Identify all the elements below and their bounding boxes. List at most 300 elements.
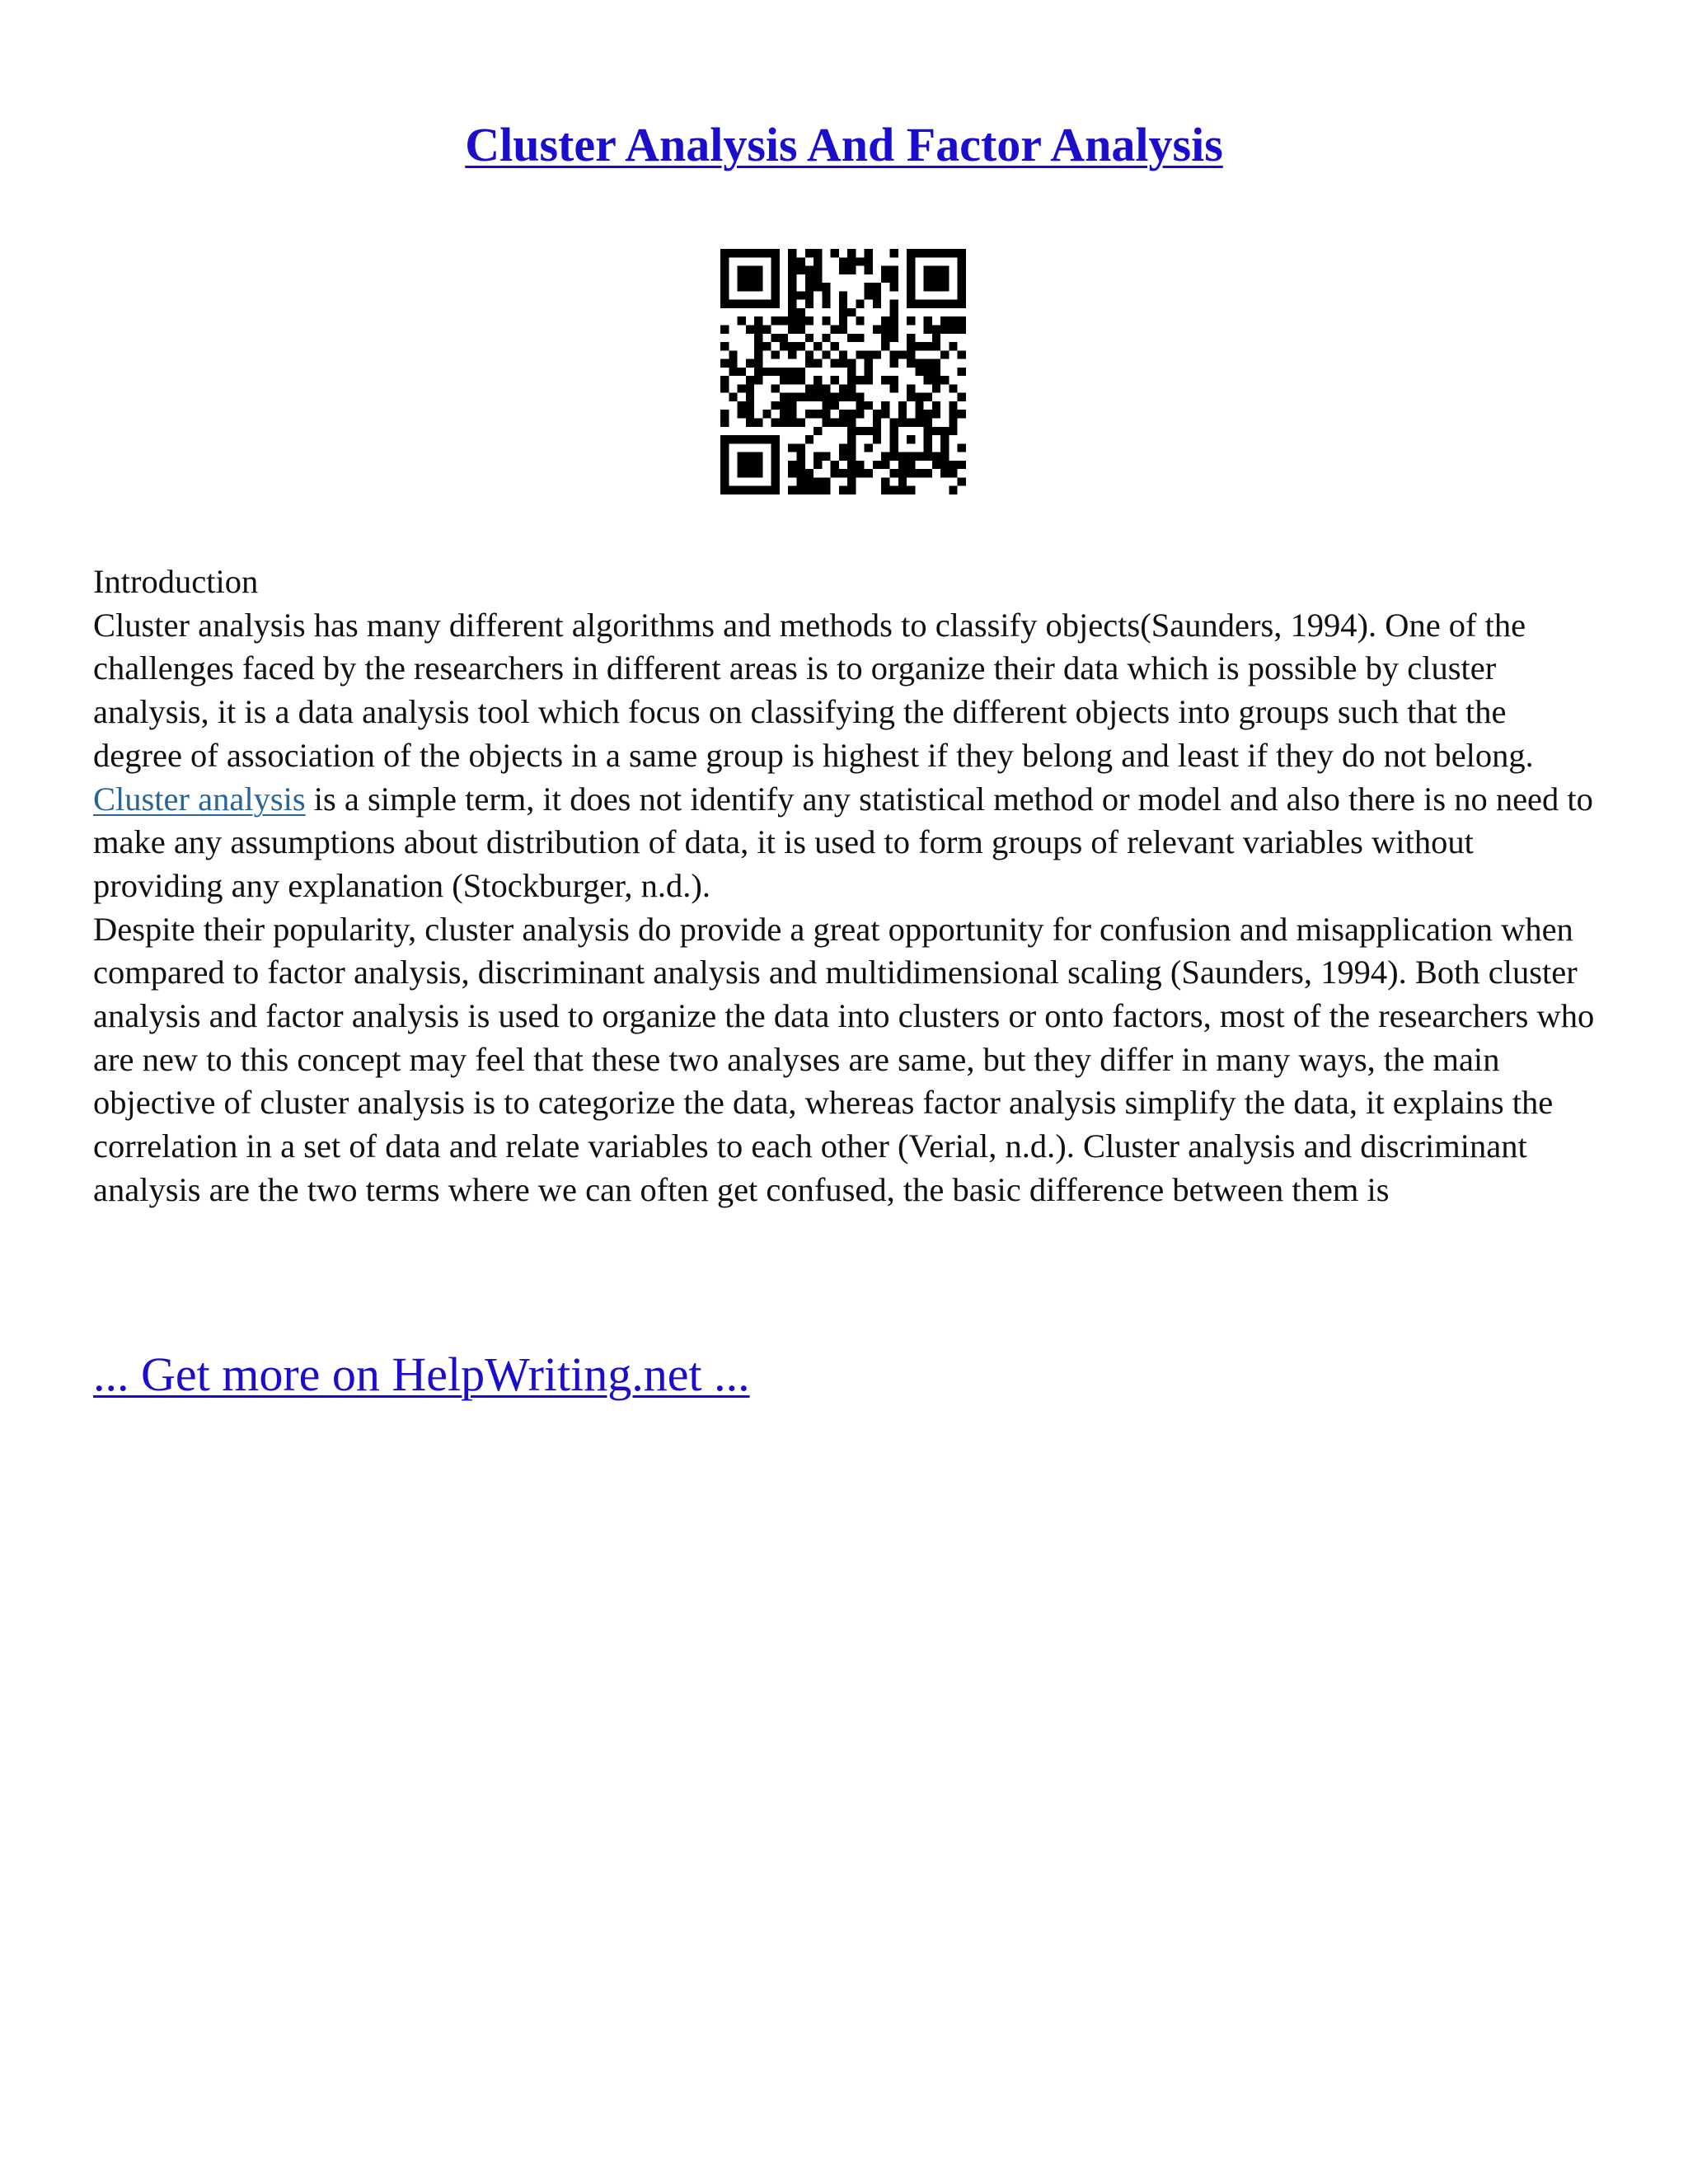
qr-module — [738, 435, 746, 443]
qr-module — [754, 452, 762, 461]
qr-module — [958, 461, 966, 469]
qr-module — [940, 435, 949, 443]
qr-module — [890, 308, 898, 316]
qr-module — [949, 325, 957, 333]
paragraph-1-text-start: Cluster analysis has many different algorithms and methods to classify objects(Saunders, 1994). One of the challenges faced by the researchers in different areas is to organize their data which is possible by cluster analysis, it is a data analysis tool which focus on classifying the different objects into groups such that the degree of association of the objects in a same group is highest if they belong and least if they do not belong. — [93, 606, 1534, 774]
qr-module — [788, 274, 796, 283]
qr-module — [839, 486, 847, 494]
qr-module — [822, 477, 830, 485]
qr-module — [814, 486, 822, 494]
qr-module — [907, 435, 915, 443]
qr-module — [762, 325, 771, 333]
qr-module — [940, 350, 949, 359]
qr-module — [720, 300, 729, 308]
qr-module — [924, 300, 932, 308]
paragraph-1 — [93, 604, 1601, 908]
get-more-link[interactable]: ... Get more on HelpWriting.net ... — [93, 1347, 750, 1401]
qr-module — [940, 461, 949, 469]
qr-module — [924, 427, 932, 435]
qr-module — [940, 283, 949, 291]
qr-module — [746, 283, 754, 291]
qr-module — [762, 410, 771, 418]
qr-module — [949, 410, 957, 418]
qr-module — [754, 325, 762, 333]
qr-module — [822, 384, 830, 392]
qr-module — [940, 316, 949, 325]
qr-module — [907, 350, 915, 359]
qr-module — [814, 384, 822, 392]
qr-module — [831, 376, 839, 384]
qr-module — [822, 486, 830, 494]
qr-module — [881, 325, 889, 333]
qr-module — [738, 368, 746, 376]
qr-module — [771, 334, 780, 342]
qr-module — [915, 401, 923, 410]
qr-module — [754, 461, 762, 469]
qr-module — [924, 469, 932, 477]
qr-module — [754, 435, 762, 443]
qr-module — [865, 443, 873, 452]
qr-module — [729, 300, 737, 308]
qr-module — [940, 469, 949, 477]
qr-module — [924, 274, 932, 283]
qr-module — [898, 419, 907, 427]
qr-module — [814, 283, 822, 291]
qr-module — [865, 283, 873, 291]
qr-module — [932, 410, 940, 418]
qr-module — [924, 419, 932, 427]
paragraph-2: Despite their popularity, cluster analysis do provide a great opportunity for confusion and misapplication when compared to factor analysis, discriminant analysis and multidimensional scaling (Saunders, 1994). Both cluster analysis and factor analysis is used to organize the data into clusters or onto factors, most of the researchers who are new to this concept may feel that these two analyses are same, but they differ in many ways, the main objective of cluster analysis is to categorize the data, whereas factor analysis simplify the data, it explains the correlation in a set of data and relate variables to each other (Verial, n.d.). Cluster analysis and discriminant analysis are the two terms where we can often get confused, the basic difference between them is — [93, 910, 1595, 1208]
qr-module — [958, 249, 966, 257]
qr-module — [915, 469, 923, 477]
qr-module — [907, 384, 915, 392]
qr-module — [788, 461, 796, 469]
qr-module — [932, 368, 940, 376]
qr-module — [949, 427, 957, 435]
qr-module — [873, 435, 881, 443]
article-body — [93, 560, 1601, 1212]
qr-module — [881, 376, 889, 384]
qr-module — [720, 452, 729, 461]
qr-module — [940, 443, 949, 452]
qr-module — [805, 435, 814, 443]
qr-module — [949, 419, 957, 427]
get-more-link-container — [93, 1343, 750, 1406]
qr-module — [881, 274, 889, 283]
qr-module — [746, 452, 754, 461]
qr-module — [873, 300, 881, 308]
qr-module — [796, 486, 804, 494]
qr-module — [856, 350, 864, 359]
qr-module — [932, 334, 940, 342]
qr-module — [771, 300, 780, 308]
qr-module — [873, 283, 881, 291]
qr-module — [856, 469, 864, 477]
qr-module — [746, 469, 754, 477]
qr-module — [839, 469, 847, 477]
qr-module — [796, 308, 804, 316]
qr-module — [771, 283, 780, 291]
qr-module — [720, 443, 729, 452]
qr-module — [771, 469, 780, 477]
qr-module — [796, 477, 804, 485]
qr-module — [890, 300, 898, 308]
qr-module — [924, 325, 932, 333]
qr-module — [856, 257, 864, 265]
qr-module — [924, 410, 932, 418]
qr-module — [805, 477, 814, 485]
qr-module — [754, 359, 762, 368]
qr-module — [865, 249, 873, 257]
qr-module — [898, 350, 907, 359]
qr-module — [847, 266, 856, 274]
qr-module — [814, 249, 822, 257]
qr-module — [907, 452, 915, 461]
qr-module — [796, 376, 804, 384]
qr-module — [915, 300, 923, 308]
qr-module — [856, 427, 864, 435]
qr-module — [865, 401, 873, 410]
qr-module — [898, 452, 907, 461]
qr-module — [805, 384, 814, 392]
qr-module — [958, 443, 966, 452]
qr-module — [814, 274, 822, 283]
qr-module — [822, 419, 830, 427]
qr-module — [831, 461, 839, 469]
qr-module — [898, 469, 907, 477]
qr-module — [738, 266, 746, 274]
qr-module — [822, 350, 830, 359]
qr-module — [940, 300, 949, 308]
qr-module — [839, 266, 847, 274]
qr-module — [738, 249, 746, 257]
qr-module — [729, 435, 737, 443]
qr-module — [898, 461, 907, 469]
qr-module — [873, 325, 881, 333]
qr-module — [720, 283, 729, 291]
qr-module — [940, 452, 949, 461]
qr-module — [771, 486, 780, 494]
qr-module — [746, 359, 754, 368]
qr-module — [738, 410, 746, 418]
qr-module — [890, 486, 898, 494]
qr-module — [856, 401, 864, 410]
qr-module — [890, 443, 898, 452]
qr-module — [847, 257, 856, 265]
qr-module — [873, 291, 881, 299]
qr-module — [738, 274, 746, 283]
qr-module — [890, 249, 898, 257]
qr-module — [839, 316, 847, 325]
qr-module — [738, 300, 746, 308]
qr-module — [754, 249, 762, 257]
qr-module — [746, 410, 754, 418]
qr-module — [856, 334, 864, 342]
qr-module — [746, 486, 754, 494]
qr-module — [780, 393, 788, 401]
qr-module — [865, 376, 873, 384]
qr-module — [805, 316, 814, 325]
qr-module — [831, 419, 839, 427]
qr-module — [796, 342, 804, 350]
qr-module — [932, 283, 940, 291]
qr-module — [847, 368, 856, 376]
qr-module — [865, 350, 873, 359]
qr-module — [924, 435, 932, 443]
qr-module — [805, 350, 814, 359]
qr-module — [746, 274, 754, 283]
qr-module — [720, 274, 729, 283]
qr-module — [780, 419, 788, 427]
qr-module — [958, 410, 966, 418]
qr-module — [788, 368, 796, 376]
qr-module — [958, 257, 966, 265]
qr-module — [924, 342, 932, 350]
qr-module — [932, 325, 940, 333]
qr-module — [924, 249, 932, 257]
qr-module — [720, 342, 729, 350]
qr-module — [738, 452, 746, 461]
qr-module — [881, 316, 889, 325]
qr-module — [780, 401, 788, 410]
qr-module — [932, 249, 940, 257]
qr-module — [881, 486, 889, 494]
qr-module — [873, 427, 881, 435]
qr-module — [915, 419, 923, 427]
qr-module — [924, 316, 932, 325]
qr-module — [771, 477, 780, 485]
qr-module — [873, 350, 881, 359]
qr-module — [890, 452, 898, 461]
qr-module — [780, 334, 788, 342]
qr-module — [822, 452, 830, 461]
qr-module — [847, 334, 856, 342]
qr-module — [788, 316, 796, 325]
qr-module — [796, 257, 804, 265]
qr-module — [958, 274, 966, 283]
qr-module — [796, 443, 804, 452]
qr-module — [847, 477, 856, 485]
qr-module — [738, 283, 746, 291]
qr-module — [958, 316, 966, 325]
qr-module — [915, 452, 923, 461]
qr-module — [720, 325, 729, 333]
qr-module — [847, 469, 856, 477]
qr-module — [907, 300, 915, 308]
qr-module — [780, 376, 788, 384]
qr-module — [839, 350, 847, 359]
qr-module — [754, 368, 762, 376]
qr-module — [805, 393, 814, 401]
qr-module — [831, 342, 839, 350]
qr-module — [940, 325, 949, 333]
qr-module — [949, 249, 957, 257]
qr-module — [762, 486, 771, 494]
qr-module — [796, 316, 804, 325]
qr-module — [881, 334, 889, 342]
qr-module — [949, 316, 957, 325]
qr-module — [839, 419, 847, 427]
paragraph-1-text-end: is a simple term, it does not identify any statistical method or model and also there is no need to make any assumptions about distribution of data, it is used to form groups of relevant variables without providing any explanation (Stockburger, n.d.). — [93, 780, 1593, 904]
qr-module — [796, 291, 804, 299]
qr-module — [805, 359, 814, 368]
qr-module — [788, 350, 796, 359]
qr-module — [746, 419, 754, 427]
qr-module — [958, 477, 966, 485]
qr-module — [890, 419, 898, 427]
qr-module — [940, 376, 949, 384]
qr-module — [788, 283, 796, 291]
cluster-analysis-link[interactable]: Cluster analysis — [93, 780, 306, 818]
qr-module — [814, 257, 822, 265]
qr-module — [762, 435, 771, 443]
qr-module — [839, 308, 847, 316]
qr-module — [754, 342, 762, 350]
qr-module — [738, 316, 746, 325]
qr-module — [729, 486, 737, 494]
qr-module — [754, 350, 762, 359]
qr-module — [907, 342, 915, 350]
qr-module — [805, 469, 814, 477]
qr-module — [949, 401, 957, 410]
qr-module — [907, 249, 915, 257]
qr-module — [932, 376, 940, 384]
qr-module — [890, 427, 898, 435]
qr-module — [796, 266, 804, 274]
qr-module — [865, 291, 873, 299]
qr-module — [762, 300, 771, 308]
qr-module — [949, 469, 957, 477]
qr-module — [932, 342, 940, 350]
qr-module — [780, 342, 788, 350]
qr-module — [796, 419, 804, 427]
qr-module — [924, 376, 932, 384]
qr-module — [890, 316, 898, 325]
qr-module — [754, 486, 762, 494]
qr-module — [754, 376, 762, 384]
qr-module — [949, 461, 957, 469]
qr-module — [814, 461, 822, 469]
qr-module — [932, 384, 940, 392]
qr-module — [865, 257, 873, 265]
qr-module — [814, 359, 822, 368]
qr-module — [754, 419, 762, 427]
qr-module — [771, 461, 780, 469]
document-title — [0, 114, 1688, 176]
qr-module — [907, 393, 915, 401]
qr-module — [847, 435, 856, 443]
qr-module — [780, 410, 788, 418]
qr-module — [805, 300, 814, 308]
qr-module — [822, 300, 830, 308]
qr-module — [890, 469, 898, 477]
qr-module — [796, 325, 804, 333]
qr-module — [796, 393, 804, 401]
section-heading: Introduction — [93, 563, 259, 600]
qr-module — [754, 300, 762, 308]
qr-module — [898, 477, 907, 485]
qr-module — [831, 359, 839, 368]
qr-module — [907, 334, 915, 342]
qr-module — [839, 257, 847, 265]
qr-module — [865, 427, 873, 435]
qr-module — [949, 486, 957, 494]
qr-module — [915, 393, 923, 401]
qr-module — [890, 384, 898, 392]
qr-module — [771, 435, 780, 443]
qr-module — [890, 435, 898, 443]
qr-module — [762, 368, 771, 376]
qr-module — [831, 401, 839, 410]
qr-module — [746, 300, 754, 308]
qr-module — [932, 401, 940, 410]
qr-module — [762, 342, 771, 350]
qr-module — [746, 461, 754, 469]
qr-module — [788, 308, 796, 316]
qr-module — [814, 477, 822, 485]
qr-module — [958, 350, 966, 359]
qr-module — [907, 291, 915, 299]
qr-module — [958, 300, 966, 308]
qr-module — [831, 469, 839, 477]
qr-module — [771, 249, 780, 257]
qr-module — [780, 316, 788, 325]
qr-module — [873, 419, 881, 427]
qr-module — [788, 266, 796, 274]
qr-module — [754, 283, 762, 291]
qr-module — [847, 410, 856, 418]
qr-module — [746, 266, 754, 274]
qr-module — [924, 266, 932, 274]
qr-module — [847, 384, 856, 392]
qr-module — [771, 291, 780, 299]
qr-module — [738, 401, 746, 410]
qr-module — [796, 461, 804, 469]
qr-module — [865, 359, 873, 368]
qr-module — [788, 469, 796, 477]
qr-module — [738, 469, 746, 477]
qr-module — [924, 443, 932, 452]
qr-module — [738, 384, 746, 392]
qr-module — [788, 257, 796, 265]
qr-module — [932, 427, 940, 435]
qr-module — [771, 401, 780, 410]
qr-module — [856, 461, 864, 469]
qr-module — [805, 274, 814, 283]
qr-module — [958, 283, 966, 291]
qr-module — [873, 461, 881, 469]
qr-module — [940, 427, 949, 435]
qr-module — [720, 249, 729, 257]
qr-module — [788, 419, 796, 427]
qr-module — [788, 342, 796, 350]
qr-module — [898, 486, 907, 494]
qr-module — [890, 325, 898, 333]
qr-module — [771, 274, 780, 283]
qr-module — [729, 350, 737, 359]
qr-module — [746, 393, 754, 401]
qr-module — [847, 393, 856, 401]
qr-module — [847, 443, 856, 452]
qr-module — [754, 274, 762, 283]
qr-module — [822, 316, 830, 325]
qr-module — [788, 249, 796, 257]
qr-module — [788, 401, 796, 410]
qr-module — [780, 368, 788, 376]
title-link[interactable]: Cluster Analysis And Factor Analysis — [465, 118, 1223, 171]
qr-module — [865, 469, 873, 477]
qr-module — [788, 325, 796, 333]
